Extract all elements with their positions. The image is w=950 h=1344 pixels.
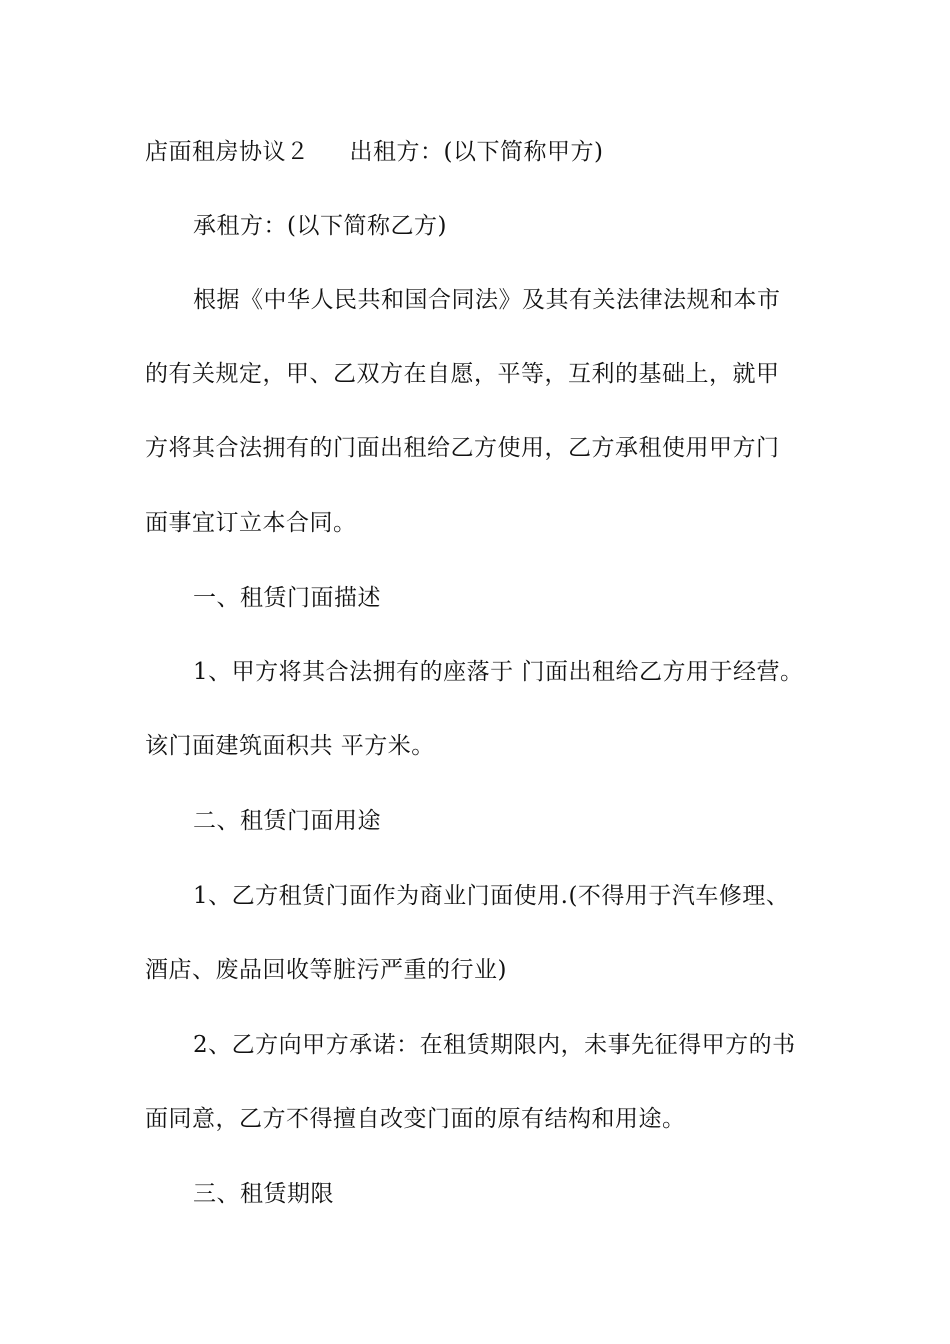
section-2-item-2-line-1: 2、乙方向甲方承诺：在租赁期限内，未事先征得甲方的书: [193, 1032, 796, 1058]
section-1-item-1-line-2: 该门面建筑面积共 平方米。: [145, 733, 435, 759]
intro-line-1: 根据《中华人民共和国合同法》及其有关法律法规和本市: [193, 287, 781, 313]
section-2-item-1-line-1: 1、乙方租赁门面作为商业门面使用.(不得用于汽车修理、: [193, 883, 790, 909]
document-title: 店面租房协议２: [145, 139, 310, 165]
section-2-item-1-line-2: 酒店、废品回收等脏污严重的行业): [145, 957, 507, 983]
section-1-heading: 一、租赁门面描述: [193, 585, 381, 611]
intro-line-4: 面事宜订立本合同。: [145, 510, 357, 536]
intro-line-2: 的有关规定，甲、乙双方在自愿，平等，互利的基础上，就甲: [145, 361, 780, 387]
lessee-label: 承租方：(以下简称乙方): [193, 213, 447, 239]
intro-line-3: 方将其合法拥有的门面出租给乙方使用，乙方承租使用甲方门: [145, 435, 780, 461]
section-2-item-2-line-2: 面同意，乙方不得擅自改变门面的原有结构和用途。: [145, 1106, 686, 1132]
lessor-label: 出租方：(以下简称甲方): [349, 139, 604, 165]
section-3-heading: 三、租赁期限: [193, 1181, 334, 1207]
title-line: [145, 137, 825, 167]
section-2-heading: 二、租赁门面用途: [193, 808, 381, 834]
section-1-item-1-line-1: 1、甲方将其合法拥有的座落于 门面出租给乙方用于经营。: [193, 659, 804, 685]
